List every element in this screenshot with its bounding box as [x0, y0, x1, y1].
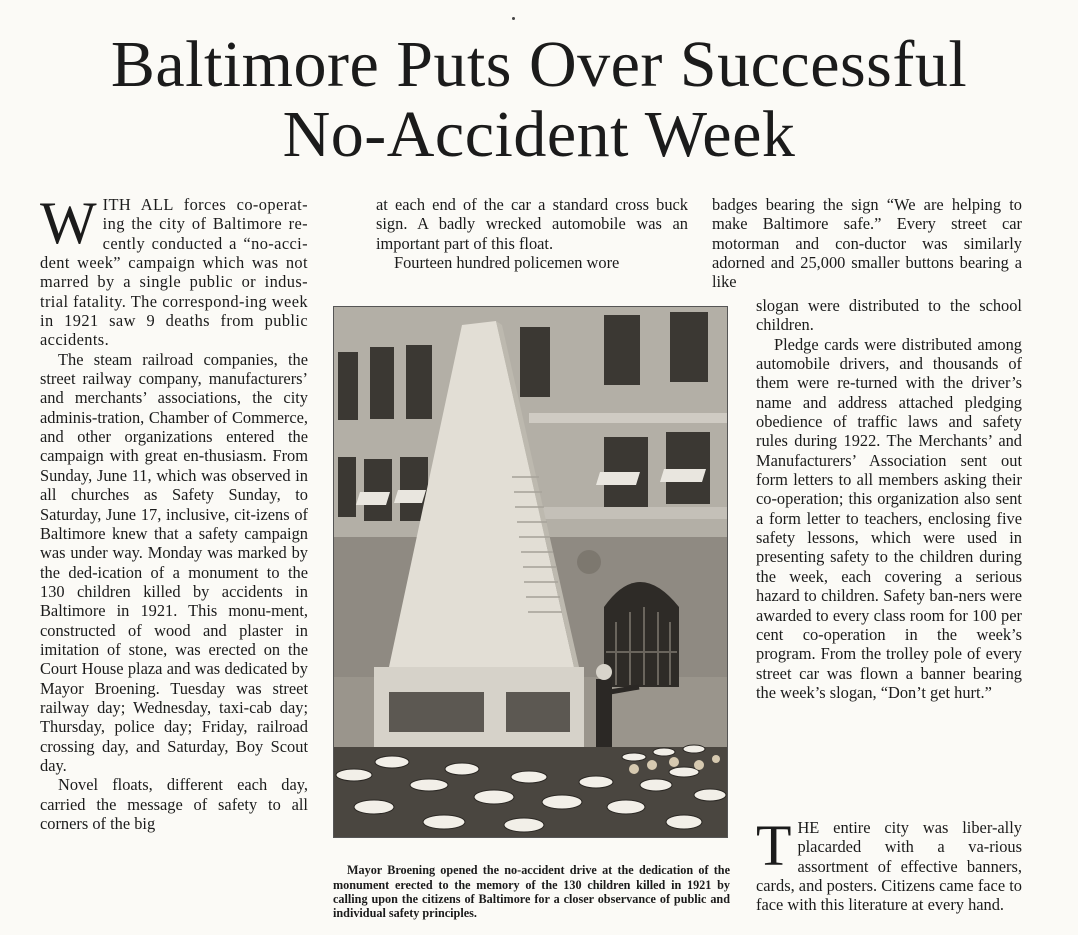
article-headline — [0, 30, 1078, 170]
drop-cap-w: W — [40, 190, 97, 256]
monument-photo — [333, 306, 728, 838]
paragraph-pledge-cards: Pledge cards were distributed among automobile drivers, and thousands of them were re-turned with the driver’s name and address attached pledging obedience of traffic laws and safety rules during 1922. The Merchants’ and Manufacturers’ Association sent out form letters to all members asking their co-operation; this organization also sent a form letter to teachers, enclosing five safety lessons, which were used in presenting safety to the children during the week, each covering a serious hazard to children. Safety ban-ners were awarded to every class room for 100 per cent co-operation in the week’s program. From the trolley pole of every street car was flown a banner bearing the week’s slogan, “Don’t get hurt.” — [756, 334, 1022, 702]
paragraph-organizations: The steam railroad companies, the street railway company, manufacturers’ and merchants’ associations, the city adminis-tration, Chamber of Commerce, and other organizations entered the campaign with great en-thusiasm. From Sunday, June 11, which was observed in all churches as Safety Sunday, to Saturday, June 17, inclusive, cit-izens of Baltimore knew that a safety campaign was under way. Monday was marked by the ded-ication of a monument to the 130 children killed by accidents in Baltimore in 1921. This monu-ment, constructed of wood and plaster in imitation of stone, was erected on the Court House plaza and was dedicated by Mayor Broening. Tuesday was street railway day; Wednesday, taxi-cab day; Thursday, police day; Friday, railroad crossing day, and Saturday, Boy Scout day. — [40, 349, 308, 775]
column-3 — [712, 195, 1022, 292]
paragraph-floats: Novel floats, different each day, carried the message of safety to all corners of the big — [40, 775, 308, 833]
intro-text: ITH ALL forces co-operat-ing the city of Baltimore re-cently conducted a “no-acci-dent week” campaign which was not marred by a single public or indus-trial fatality. The correspond-ing week in 1921 saw 9 deaths from public accidents. — [40, 195, 308, 350]
paragraph-slogan: slogan were distributed to the school children. — [756, 296, 1022, 335]
photo-caption: Mayor Broening opened the no-accident drive at the dedication of the monument erected to the memory of the 130 children killed in 1921 by calling upon the citizens of Baltimore for a closer observance of public and individual safety principles. — [333, 863, 730, 921]
drop-cap-t: T — [756, 813, 792, 878]
photo-illustration — [334, 307, 727, 837]
placarded-text: HE entire city was liber-ally placarded with a va-rious assortment of effective banners, cards, and posters. Citizens came face to face with this literature at every hand. — [756, 818, 1022, 915]
paragraph-badges: badges bearing the sign “We are helping to make Baltimore safe.” Every street car motorman and con-ductor was similarly adorned and 25,000 smaller buttons bearing a like — [712, 195, 1022, 292]
paragraph-intro — [40, 190, 308, 350]
column-2 — [376, 195, 688, 272]
headline-line-2: No-Accident Week — [282, 98, 796, 171]
paragraph-float-sign: at each end of the car a standard cross buck sign. A badly wrecked automobile was an important part of this float. — [376, 195, 688, 253]
paragraph-policemen: Fourteen hundred policemen wore — [394, 253, 620, 273]
column-1 — [40, 190, 308, 833]
column-3-continued — [756, 296, 1022, 702]
column-3-section-two — [756, 813, 1022, 915]
paragraph-placarded — [756, 813, 1022, 915]
page-speck — [512, 17, 515, 20]
headline-line-1: Baltimore Puts Over Successful — [110, 28, 968, 101]
